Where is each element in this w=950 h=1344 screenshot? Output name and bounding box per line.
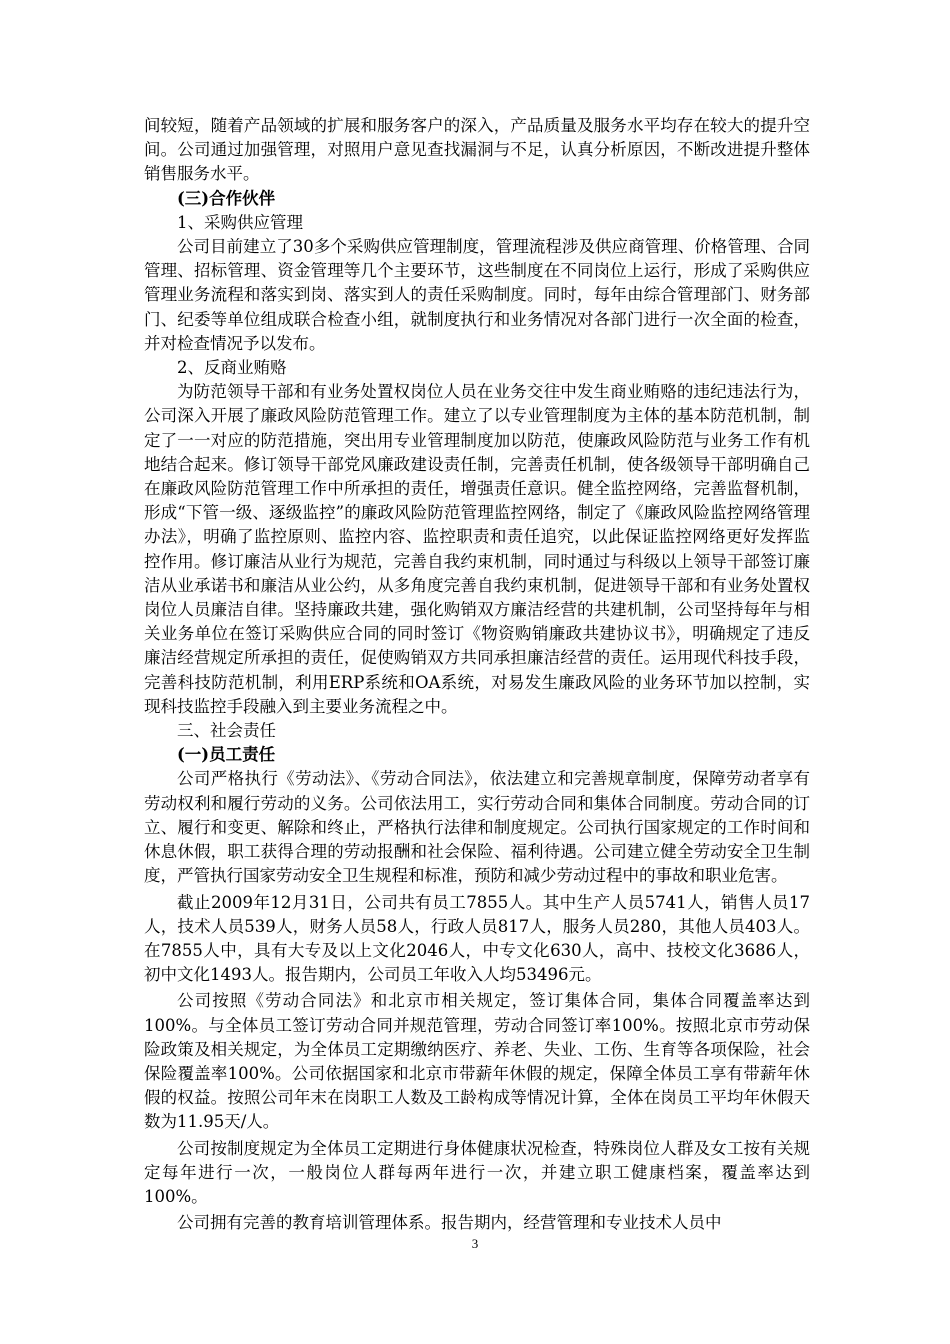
paragraph-staff-statistics: 截止2009年12月31日，公司共有员工7855人。其中生产人员5741人，销售人员17人，技术人员539人，财务人员58人，行政人员817人，服务人员280，其他人员403人。在7855人中，具有大专及以上文化2046人，中专文化630人，高中、技校文化3686人，初中文化1493人。报告期内，公司员工年收入人均53496元。 <box>144 892 810 985</box>
section-heading-employee-responsibility: (一)员工责任 <box>177 745 276 765</box>
paragraph-training: 公司拥有完善的教育培训管理体系。报告期内，经营管理和专业技术人员中 <box>177 1213 722 1233</box>
page-number: 3 <box>471 1236 479 1251</box>
paragraph-health-check: 公司按制度规定为全体员工定期进行身体健康状况检查，特殊岗位人群及女工按有关规定每年进行一次，一般岗位人群每两年进行一次，并建立职工健康档案，覆盖率达到100%。 <box>144 1138 810 1206</box>
subheading-anti-bribery: 2、反商业贿赂 <box>177 358 287 378</box>
paragraph-labor-contract: 公司按照《劳动合同法》和北京市相关规定，签订集体合同，集体合同覆盖率达到100%。与全体员工签订劳动合同并规范管理，劳动合同签订率100%。按照北京市劳动保险政策及相关规定，为全体员工定期缴纳医疗、养老、失业、工伤、生育等各项保险，社会保险覆盖率100%。公司依据国家和北京市带薪年休假的规定，保障全体员工享有带薪年休假的权益。按照公司年末在岗职工人数及工龄构成等情况计算，全体在岗员工平均年休假天数为11.95天/人。 <box>144 991 810 1132</box>
paragraph-anti-bribery: 为防范领导干部和有业务处置权岗位人员在业务交往中发生商业贿赂的违纪违法行为，公司深入开展了廉政风险防范管理工作。建立了以专业管理制度为主体的基本防范机制，制定了一一对应的防范措施，突出用专业管理制度加以防范，使廉政风险防范与业务工作有机地结合起来。修订领导干部党风廉政建设责任制，完善责任机制，使各级领导干部明确自己在廉政风险防范管理工作中所承担的责任，增强责任意识。健全监控网络，完善监督机制，形成“下管一级、逐级监控”的廉政风险防范管理监控网络，制定了《廉政风险监控网络管理办法》，明确了监控原则、监控内容、监控职责和责任追究，以此保证监控网络更好发挥监控作用。修订廉洁从业行为规范，完善自我约束机制，同时通过与科级以上领导干部签订廉洁从业承诺书和廉洁从业公约，从多角度完善自我约束机制，促进领导干部和有业务处置权岗位人员廉洁自律。坚持廉政共建，强化购销双方廉洁经营的共建机制，公司坚持每年与相关业务单位在签订采购供应合同的同时签订《物资购销廉政共建协议书》，明确规定了违反廉洁经营规定所承担的责任，促使购销双方共同承担廉洁经营的责任。运用现代科技手段，完善科技防范机制，利用ERP系统和OA系统，对易发生廉政风险的业务环节加以控制，实现科技监控手段融入到主要业务流程之中。 <box>144 382 810 716</box>
paragraph-labor-law: 公司严格执行《劳动法》、《劳动合同法》，依法建立和完善规章制度，保障劳动者享有劳动权利和履行劳动的义务。公司依法用工，实行劳动合同和集体合同制度。劳动合同的订立、履行和变更、解除和终止，严格执行法律和制度规定。公司执行国家规定的工作时间和休息休假，职工获得合理的劳动报酬和社会保险、福利待遇。公司建立健全劳动安全卫生制度，严管执行国家劳动安全卫生规程和标准，预防和减少劳动过程中的事故和职业危害。 <box>144 769 810 886</box>
subheading-procurement: 1、采购供应管理 <box>177 212 303 232</box>
section-heading-social-responsibility: 三、社会责任 <box>177 721 276 741</box>
section-heading-partners: (三)合作伙伴 <box>177 188 276 208</box>
paragraph-continuation: 间较短，随着产品领域的扩展和服务客户的深入，产品质量及服务水平均存在较大的提升空间。公司通过加强管理，对照用户意见查找漏洞与不足，认真分析原因，不断改进提升整体销售服务水平。 <box>144 116 810 184</box>
paragraph-procurement: 公司目前建立了30多个采购供应管理制度，管理流程涉及供应商管理、价格管理、合同管理、招标管理、资金管理等几个主要环节，这些制度在不同岗位上运行，形成了采购供应管理业务流程和落实到岗、落实到人的责任采购制度。同时，每年由综合管理部门、财务部门、纪委等单位组成联合检查小组，就制度执行和业务情况对各部门进行一次全面的检查，并对检查情况予以发布。 <box>144 237 810 353</box>
document-body <box>144 114 810 1235</box>
